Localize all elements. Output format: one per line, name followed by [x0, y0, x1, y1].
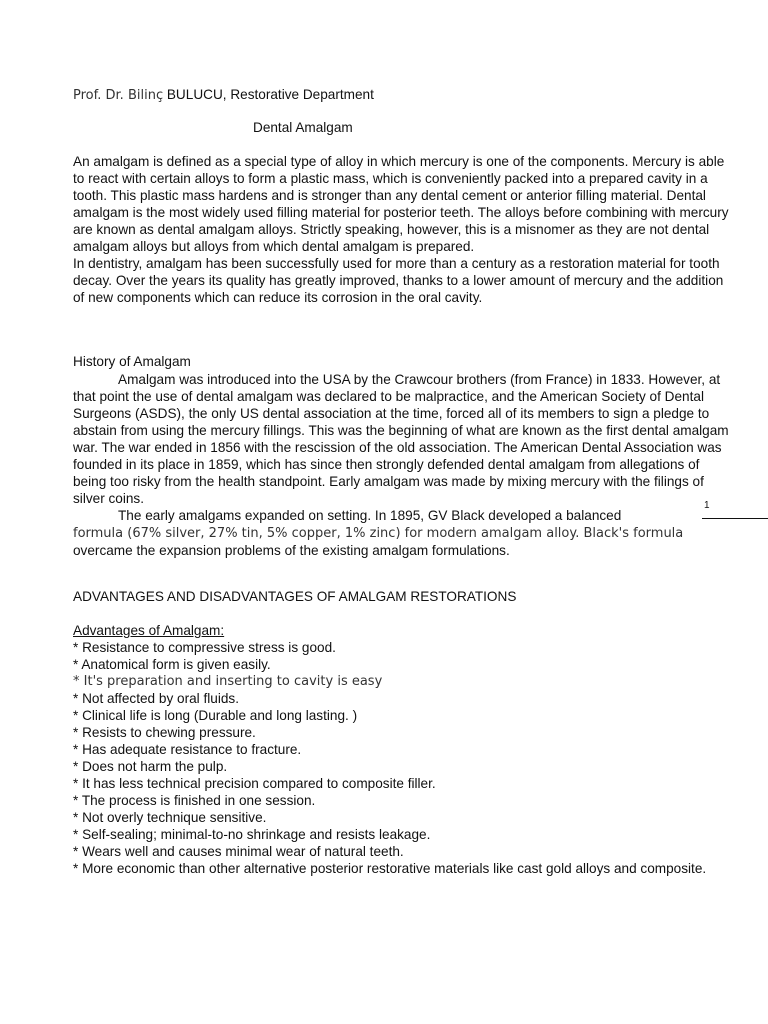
list-item: * Anatomical form is given easily.: [73, 657, 271, 672]
list-item: * Clinical life is long (Durable and long lasting. ): [73, 708, 358, 723]
author-rest: BULUCU, Restorative Department: [163, 87, 374, 102]
footnote-number: 1: [704, 500, 710, 511]
list-item: * Does not harm the pulp.: [73, 759, 228, 774]
history-paragraph-1-text: Amalgam was introduced into the USA by the Crawcour brothers (from France) in 1833. However, at that point the use of dental amalgam was declared to be malpractice, and the American Society of Dental Surgeons (ASDS), the only US dental association at the time, forced all of its members to sign a pledge to abstain from using the mercury fillings. This was the beginning of what are known as the first dental amalgam war. The war ended in 1856 with the rescission of the old association. The American Dental Association was founded in its place in 1859, which has since then strongly defended dental amalgam from allegations of being too risky from the health standpoint. Early amalgam was made by mixing mercury with the filings of silver coins.: [73, 372, 729, 506]
intro-section: [73, 153, 733, 306]
advantages-section-heading: ADVANTAGES AND DISADVANTAGES OF AMALGAM RESTORATIONS: [73, 589, 517, 604]
history-paragraph-1: [73, 371, 733, 507]
history-section: [73, 371, 733, 559]
list-item: * Has adequate resistance to fracture.: [73, 742, 302, 757]
history-paragraph-2-line-2: formula (67% silver, 27% tin, 5% copper, 1% zinc) for modern amalgam alloy. Black's formula: [73, 526, 684, 541]
history-paragraph-2-line-1: The early amalgams expanded on setting. In 1895, GV Black developed a balanced: [118, 508, 622, 523]
list-item: * It has less technical precision compared to composite filler.: [73, 776, 436, 791]
history-heading: History of Amalgam: [73, 354, 191, 369]
list-item: * The process is finished in one session.: [73, 793, 316, 808]
author-line: [73, 86, 733, 104]
list-item: * Resists to chewing pressure.: [73, 725, 256, 740]
list-item: * Not affected by oral fluids.: [73, 691, 239, 706]
history-paragraph-2-line-3: overcame the expansion problems of the existing amalgam formulations.: [73, 543, 510, 558]
history-paragraph-2: [73, 507, 733, 559]
list-item: * It's preparation and inserting to cavity is easy: [73, 674, 383, 689]
document-title: Dental Amalgam: [253, 120, 353, 135]
footnote-rule: [702, 518, 768, 519]
intro-paragraph-1: An amalgam is defined as a special type of alloy in which mercury is one of the components. Mercury is able to react with certain alloys to form a plastic mass, which is conveniently packed into a prepared cavity in a tooth. This plastic mass hardens and is stronger than any dental cement or anterior filling material. Dental amalgam is the most widely used filling material for posterior teeth. The alloys before combining with mercury are known as dental amalgam alloys. Strictly speaking, however, this is a misnomer as they are not dental amalgam alloys but alloys from which dental amalgam is prepared.: [73, 154, 729, 254]
intro-paragraph-2: In dentistry, amalgam has been successfully used for more than a century as a restoration material for tooth decay. Over the years its quality has greatly improved, thanks to a lower amount of mercury and the addition of new components which can reduce its corrosion in the oral cavity.: [73, 256, 724, 305]
author-prefix: Prof. Dr. Bilinç: [73, 88, 164, 103]
list-item: * More economic than other alternative posterior restorative materials like cast gold alloys and composite.: [73, 861, 707, 876]
list-item: * Resistance to compressive stress is good.: [73, 640, 336, 655]
advantages-subheading: Advantages of Amalgam:: [73, 623, 225, 638]
list-item: * Not overly technique sensitive.: [73, 810, 267, 825]
advantages-list: [73, 639, 733, 877]
list-item: * Wears well and causes minimal wear of natural teeth.: [73, 844, 404, 859]
list-item: * Self-sealing; minimal-to-no shrinkage and resists leakage.: [73, 827, 431, 842]
